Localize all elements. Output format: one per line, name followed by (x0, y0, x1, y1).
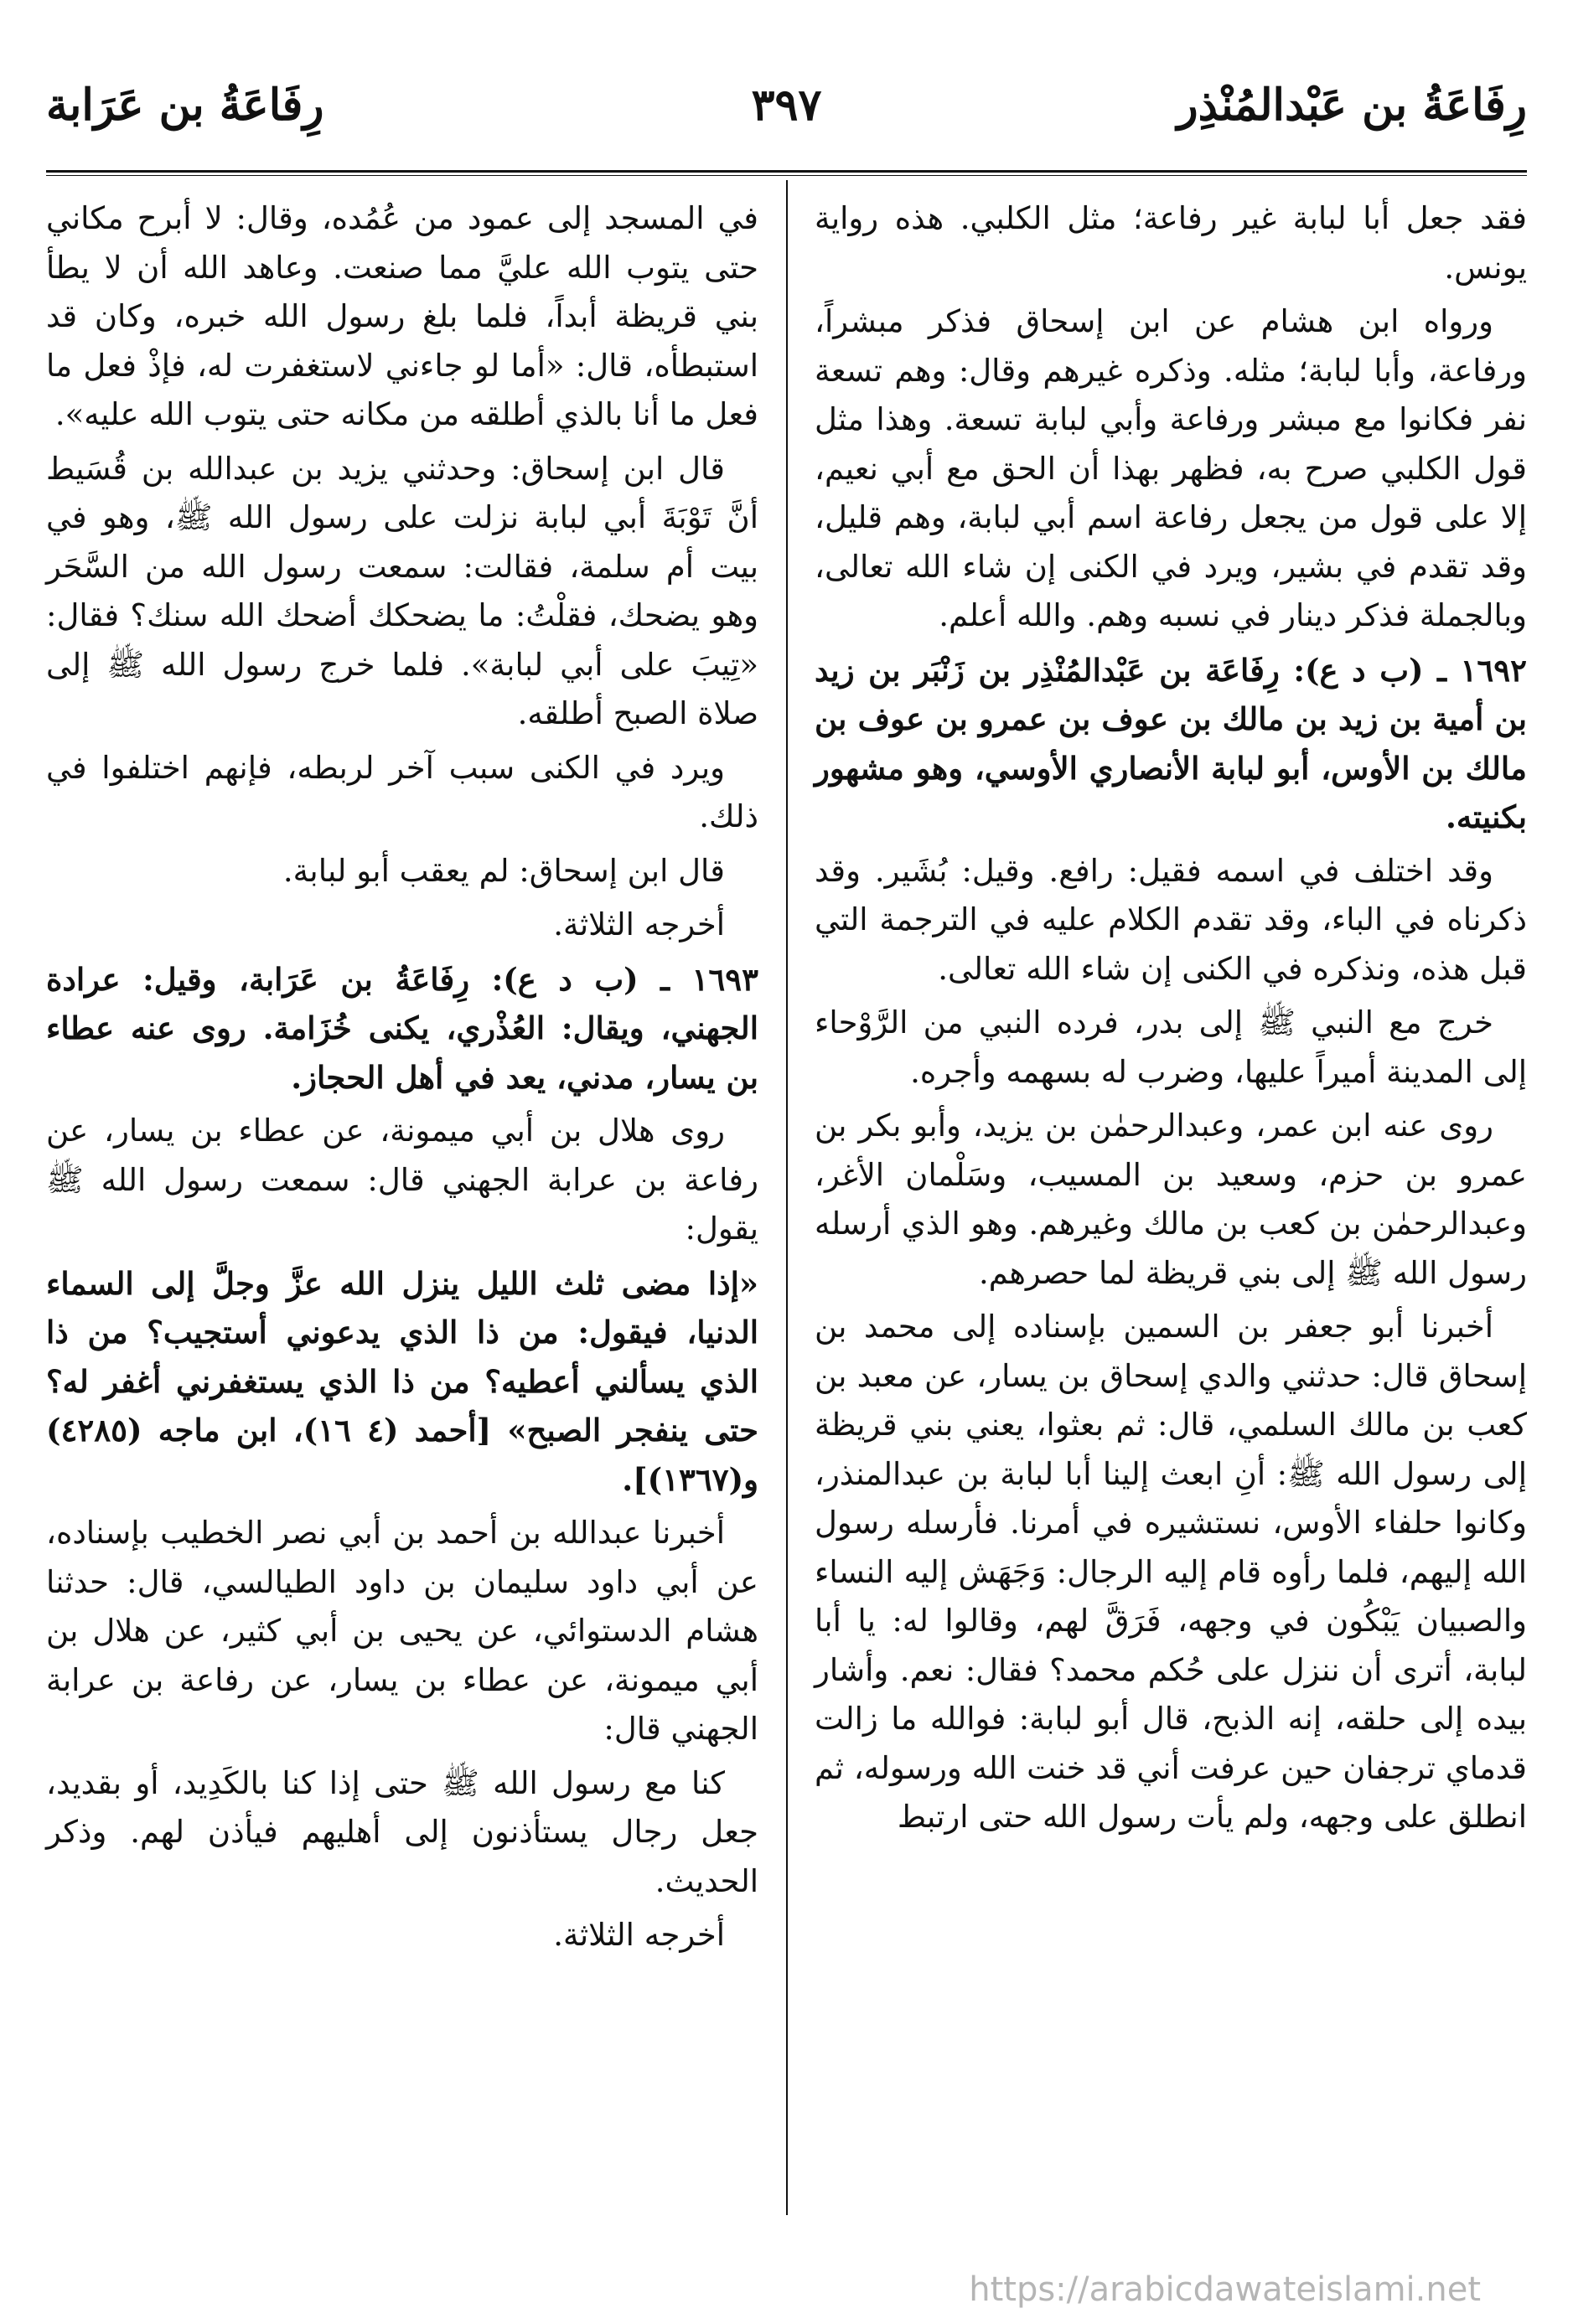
paragraph: أخرجه الثلاثة. (553, 1917, 725, 1953)
header-rule (46, 170, 1527, 176)
paragraph: في المسجد إلى عمود من عُمُده، وقال: لا أبرح مكاني حتى يتوب الله عليَّ مما صنعت. وعاهد الله أن لا يطأ بني قريظة أبداً، فلما بلغ رسول الله خبره، وكان قد استبطأه، قال: «أما لو جاءني لاستغفرت له، فإذْ فعل ما فعل ما أنا بالذي أطلقه من مكانه حتى يتوب الله عليه». (46, 200, 758, 432)
paragraph: ورواه ابن هشام عن ابن إسحاق فذكر مبشراً، ورفاعة، وأبا لبابة؛ مثله. وذكره غيرهم وقال: وهم تسعة نفر فكانوا مع مبشر ورفاعة وأبي لبابة تسعة. وهذا مثل قول الكلبي صرح به، فظهر بهذا أن الحق مع أبي نعيم، إلا على قول من يجعل رفاعة اسم أبي لبابة، وهم قليل، وقد تقدم في بشير، ويرد في الكنى إن شاء الله تعالى، وبالجملة فذكر دينار في نسبه وهم. والله أعلم. (815, 303, 1527, 633)
paragraph: أخبرنا أبو جعفر بن السمين بإسناده إلى محمد بن إسحاق قال: حدثني والدي إسحاق بن يسار، عن معبد بن كعب بن مالك السلمي، قال: ثم بعثوا، يعني بني قريظة إلى رسول الله ﷺ: أنِ ابعث إلينا أبا لبابة بن عبدالمنذر، وكانوا حلفاء الأوس، نستشيره في أمرنا. فأرسله رسول الله إليهم، فلما رأوه قام إليه الرجال: وَجَهَش إليه النساء والصبيان يَبْكُون في وجهه، فَرَقَّ لهم، وقالوا له: يا أبا لبابة، أترى أن ننزل على حُكم محمد؟ فقال: نعم. وأشار بيده إلى حلقه، إنه الذبح، قال أبو لبابة: فوالله ما زالت قدماي ترجفان حين عرفت أني قد خنت الله ورسوله، ثم انطلق على وجهه، ولم يأت رسول الله حتى ارتبط (815, 1309, 1527, 1835)
paragraph: وقد اختلف في اسمه فقيل: رافع. وقيل: بُشَير. وقد ذكرناه في الباء، وقد تقدم الكلام عليه في الترجمة التي قبل هذه، ونذكره في الكنى إن شاء الله تعالى. (815, 852, 1527, 987)
paragraph: أخبرنا عبدالله بن أحمد بن أبي نصر الخطيب بإسناده، عن أبي داود سليمان بن داود الطيالسي، قال: حدثنا هشام الدستوائي، عن يحيى بن أبي كثير، عن هلال بن أبي ميمونة، عن عطاء بن يسار، عن رفاعة بن عرابة الجهني قال: (46, 1515, 758, 1747)
paragraph: كنا مع رسول الله ﷺ حتى إذا كنا بالكَدِيد، أو بقديد، جعل رجال يستأذنون إلى أهليهم فيأذن لهم. وذكر الحديث. (46, 1764, 758, 1899)
entry-1692: ١٦٩٢ ـ (ب د ع): رِفَاعَة بن عَبْدالمُنْذِر بن زَنْبَر بن زيد بن أمية بن زيد بن مالك بن عوف بن عمرو بن عوف بن مالك بن الأوس، أبو لبابة الأنصاري الأوسي، وهو مشهور بكنيته. (815, 651, 1527, 835)
paragraph: أخرجه الثلاثة. (553, 906, 725, 943)
paragraph: روى عنه ابن عمر، وعبدالرحمٰن بن يزيد، وأبو بكر بن عمرو بن حزم، وسعيد بن المسيب، وسَلْمان الأغر، وعبدالرحمٰن بن كعب بن مالك وغيرهم. وهو الذي أرسله رسول الله ﷺ إلى بني قريظة لما حصرهم. (815, 1108, 1527, 1291)
watermark-url: https://arabicdawateislami.net (969, 2270, 1481, 2309)
column-divider (786, 180, 788, 2215)
paragraph: فقد جعل أبا لبابة غير رفاعة؛ مثل الكلبي. هذه رواية يونس. (815, 200, 1527, 286)
paragraph: خرج مع النبي ﷺ إلى بدر، فرده النبي من الرَّوْحاء إلى المدينة أميراً عليها، وضرب له بسهمه وأجره. (815, 1004, 1527, 1090)
running-title-right: رِفَاعَةُ بن عَبْدالمُنْذِر (1177, 80, 1527, 131)
paragraph: ويرد في الكنى سبب آخر لربطه، فإنهم اختلفوا في ذلك. (46, 749, 758, 834)
running-title-left: رِفَاعَةُ بن عَرَابة (46, 80, 324, 131)
page-number: ٣٩٧ (751, 80, 822, 131)
entry-1693: ١٦٩٣ ـ (ب د ع): رِفَاعَةُ بن عَرَابة، وقيل: عرادة الجهني، ويقال: العُذْري، يكنى خُزَامة. روى عنه عطاء بن يسار، مدني، يعد في أهل الحجاز. (46, 960, 758, 1096)
page-header (46, 80, 1527, 163)
paragraph: قال ابن إسحاق: لم يعقب أبو لبابة. (282, 852, 725, 889)
paragraph: روى هلال بن أبي ميمونة، عن عطاء بن يسار، عن رفاعة بن عرابة الجهني قال: سمعت رسول الله ﷺ يقول: (46, 1113, 758, 1247)
left-column (46, 194, 758, 1965)
paragraph: قال ابن إسحاق: وحدثني يزيد بن عبدالله بن قُسَيط أنَّ تَوْبَةَ أبي لبابة نزلت على رسول الله ﷺ، وهو في بيت أم سلمة، فقالت: سمعت رسول الله من السَّحَر وهو يضحك، فقلْتُ: ما يضحكك أضحك الله سنك؟ فقال: «تِيبَ على أبي لبابة». فلما خرج رسول الله ﷺ إلى صلاة الصبح أطلقه. (46, 450, 758, 731)
hadith-quote: «إذا مضى ثلث الليل ينزل الله عزَّ وجلَّ إلى السماء الدنيا، فيقول: من ذا الذي يدعوني أستجيب؟ من ذا الذي يسألني أعطيه؟ من ذا الذي يستغفرني أغفر له؟ حتى ينفجر الصبح» [أحمد (٤ ١٦)، ابن ماجه (٤٢٨٥) و(١٣٦٧)]. (46, 1264, 758, 1498)
right-column (815, 194, 1527, 1847)
